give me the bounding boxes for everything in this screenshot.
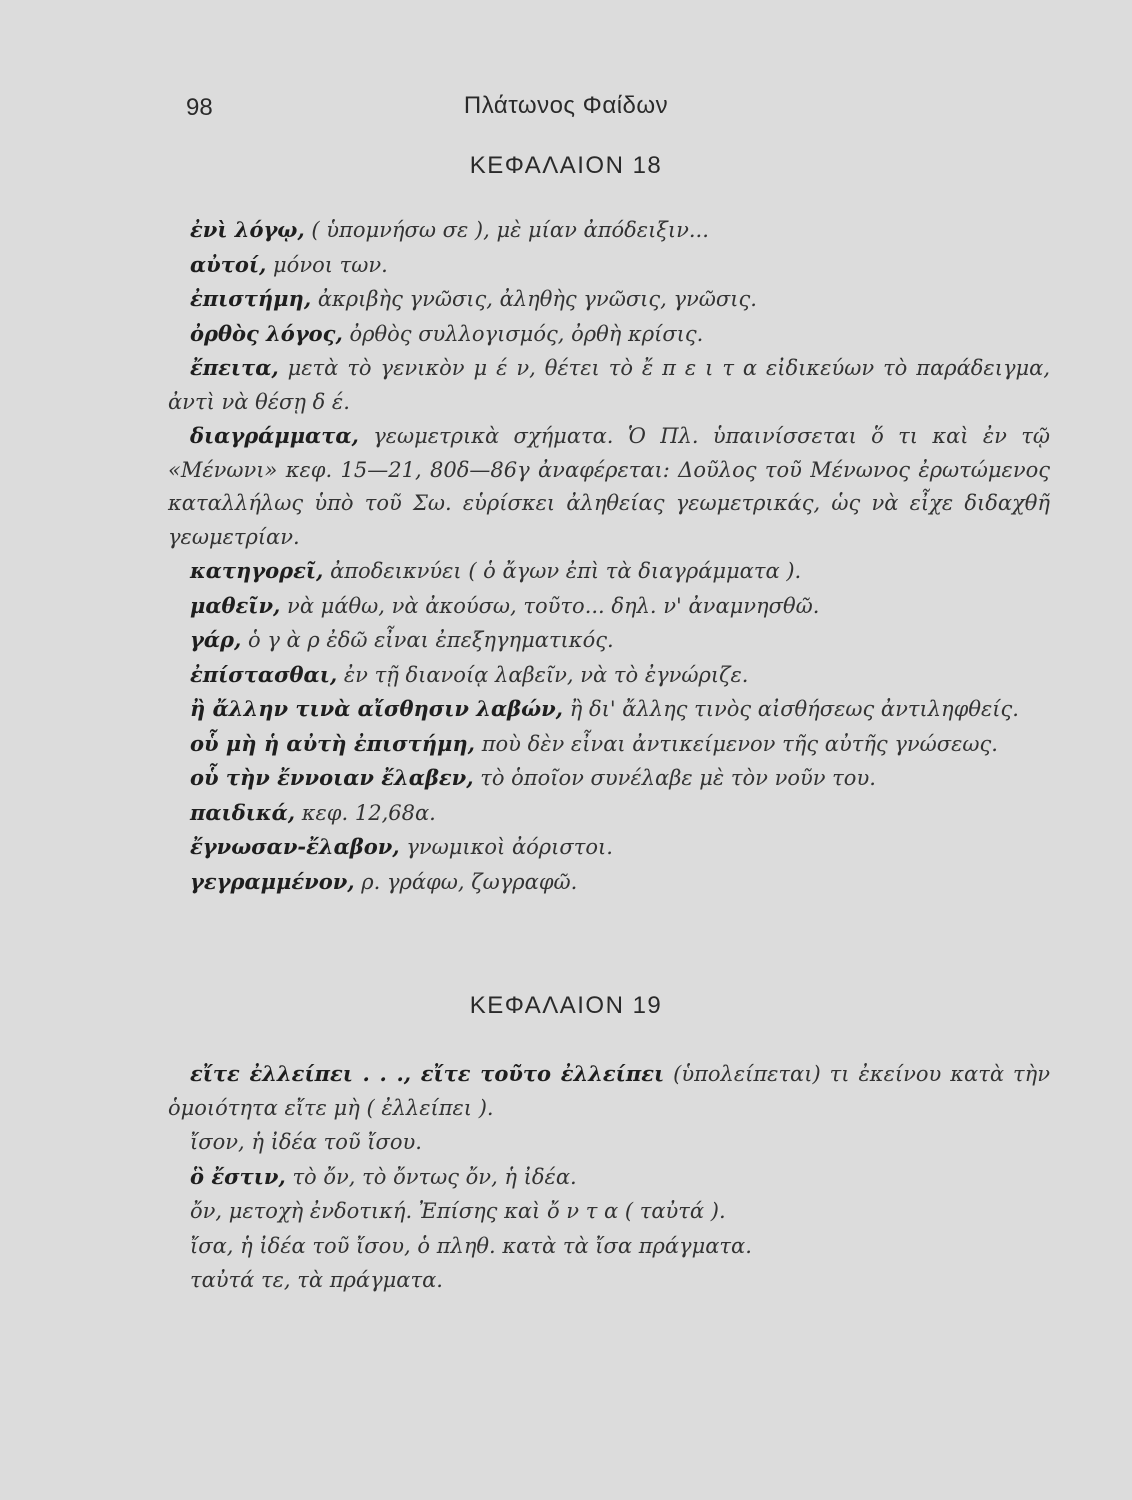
glossary-entry <box>168 727 1050 762</box>
glossary-entry <box>168 351 1050 419</box>
entry-term: οὗ μὴ ἡ αὐτὴ ἐπιστήμη, <box>190 730 475 756</box>
chapter-19-entries <box>168 1057 1050 1298</box>
entry-term: εἴτε ἐλλείπει . . ., εἴτε τοῦτο ἐλλείπει <box>190 1061 665 1086</box>
entry-gloss: ἴσα, ἡ ἰδέα τοῦ ἴσου, ὁ πληθ. κατὰ τὰ ἴσα πράγματα. <box>190 1233 752 1258</box>
entry-gloss: (ὑπολείπεται) τι ἐκείνου κατὰ τὴν ὁμοιότητα εἴτε μὴ ( ἐλλείπει ). <box>168 1062 1050 1120</box>
entry-gloss: ( ὑπομνήσω σε ), μὲ μίαν ἀπόδειξιν... <box>311 218 709 242</box>
entry-gloss: ὄν, μετοχὴ ἐνδοτική. Ἐπίσης καὶ ὄ ν τ α ( ταὐτά ). <box>190 1199 726 1223</box>
glossary-entry <box>168 282 1050 317</box>
entry-gloss: γεωμετρικὰ σχήματα. Ὁ Πλ. ὑπαινίσσεται ὅ τι καὶ ἐν τῷ «Μένωνι» κεφ. 15—21, 80δ—86γ ἀναφέρεται: Δοῦλος τοῦ Μένωνος ἐρωτώμενος καταλλήλως ὑπὸ τοῦ Σω. εὑρίσκει ἀληθείας γεωμετρικάς, ὡς νὰ εἶχε διδαχθῆ γεωμετρίαν. <box>168 424 1050 549</box>
glossary-entry <box>168 1194 1050 1229</box>
glossary-entry <box>168 248 1050 283</box>
entry-term: παιδικά, <box>190 799 296 825</box>
entry-term: οὗ τὴν ἔννοιαν ἔλαβεν, <box>190 765 474 790</box>
entry-gloss: ὁ γ ὰ ρ ἐδῶ εἶναι ἐπεξηγηματικός. <box>248 628 614 652</box>
entry-gloss: μετὰ τὸ γενικὸν μ έ ν, θέτει τὸ ἔ π ε ι τ α εἰδικεύων τὸ παράδειγμα, ἀντὶ νὰ θέσῃ δ έ. <box>168 356 1050 414</box>
chapter-18-entries <box>168 213 1050 899</box>
running-title: Πλάτωνος Φαίδων <box>463 92 669 119</box>
entry-term: κατηγορεῖ, <box>190 558 324 583</box>
glossary-entry <box>168 830 1050 865</box>
glossary-entry <box>168 865 1050 900</box>
entry-gloss: τὸ ὄν, τὸ ὄντως ὄν, ἡ ἰδέα. <box>292 1164 577 1189</box>
entry-gloss: ἐν τῇ διανοίᾳ λαβεῖν, νὰ τὸ ἐγνώριζε. <box>343 662 749 687</box>
entry-term: ἐνὶ λόγῳ, <box>190 217 305 242</box>
glossary-entry <box>168 692 1050 727</box>
entry-term: μαθεῖν, <box>190 592 281 618</box>
entry-gloss: ταὐτά τε, τὰ πράγματα. <box>190 1268 443 1292</box>
glossary-entry <box>168 1057 1050 1125</box>
entry-gloss: μόνοι των. <box>273 252 388 277</box>
entry-term: αὐτοί, <box>190 251 267 277</box>
entry-gloss: ποὺ δὲν εἶναι ἀντικείμενον τῆς αὐτῆς γνώσεως. <box>481 731 998 756</box>
entry-gloss: ἴσον, ἡ ἰδέα τοῦ ἴσου. <box>190 1130 422 1154</box>
entry-term: ἔπειτα, <box>190 355 279 380</box>
glossary-entry <box>168 554 1050 589</box>
chapter-heading-19: ΚΕΦΑΛΑΙΟΝ 19 <box>469 992 663 1019</box>
entry-term: ἔγνωσαν-ἔλαβον, <box>190 834 400 859</box>
glossary-entry <box>168 589 1050 624</box>
glossary-entry <box>168 623 1050 658</box>
entry-gloss: ἢ δι' ἄλλης τινὸς αἰσθήσεως ἀντιληφθείς. <box>569 697 1019 721</box>
glossary-entry <box>168 317 1050 352</box>
glossary-entry <box>168 761 1050 796</box>
entry-term: ἐπίστασθαι, <box>190 661 338 687</box>
glossary-entry <box>168 213 1050 248</box>
glossary-entry <box>168 1160 1050 1195</box>
page-number: 98 <box>186 94 213 121</box>
entry-term: γεγραμμένον, <box>190 868 355 894</box>
entry-gloss: νὰ μάθω, νὰ ἀκούσω, τοῦτο... δηλ. ν' ἀναμνησθῶ. <box>287 593 820 618</box>
entry-gloss: ρ. γράφω, ζωγραφῶ. <box>361 869 578 894</box>
entry-gloss: κεφ. 12,68α. <box>301 800 436 825</box>
entry-gloss: ὀρθὸς συλλογισμός, ὀρθὴ κρίσις. <box>349 321 704 346</box>
glossary-entry <box>168 658 1050 693</box>
entry-term: ἐπιστήμη, <box>190 286 312 311</box>
entry-gloss: τὸ ὁποῖον συνέλαβε μὲ τὸν νοῦν του. <box>480 766 876 790</box>
glossary-entry <box>168 1229 1050 1264</box>
entry-gloss: ἀκριβὴς γνῶσις, ἀληθὴς γνῶσις, γνῶσις. <box>317 287 757 311</box>
entry-term: διαγράμματα, <box>190 423 359 448</box>
entry-term: ἢ ἄλλην τινὰ αἴσθησιν λαβών, <box>190 696 563 721</box>
entry-gloss: ἀποδεικνύει ( ὁ ἄγων ἐπὶ τὰ διαγράμματα ). <box>330 559 802 583</box>
entry-term: ὀρθὸς λόγος, <box>190 320 343 346</box>
chapter-heading-18: ΚΕΦΑΛΑΙΟΝ 18 <box>469 152 663 179</box>
entry-gloss: γνωμικοὶ ἀόριστοι. <box>406 835 613 859</box>
entry-term: γάρ, <box>190 627 242 652</box>
glossary-entry <box>168 1125 1050 1160</box>
glossary-entry <box>168 1263 1050 1298</box>
entry-term: ὃ ἔστιν, <box>190 1163 286 1189</box>
glossary-entry <box>168 419 1050 554</box>
glossary-entry <box>168 796 1050 831</box>
